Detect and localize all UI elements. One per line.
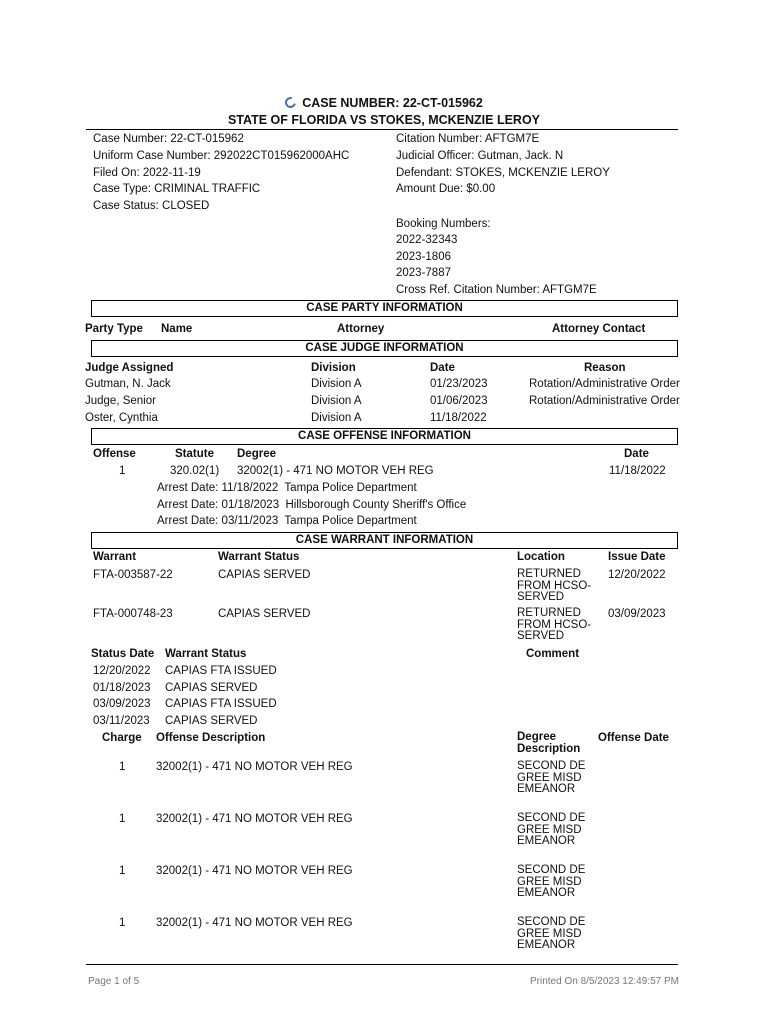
summary-judicial-officer: Judicial Officer: Gutman, Jack. N bbox=[396, 150, 564, 162]
charge-number: 1 bbox=[119, 761, 126, 773]
section-judge-information: CASE JUDGE INFORMATION bbox=[91, 340, 678, 357]
status-value: CAPIAS FTA ISSUED bbox=[165, 665, 277, 677]
charge-description: 32002(1) - 471 NO MOTOR VEH REG bbox=[156, 917, 353, 929]
charge-degree: SECOND DEGREE MISDEMEANOR bbox=[517, 760, 586, 795]
judge-header-assigned: Judge Assigned bbox=[85, 362, 174, 374]
status-header-date: Status Date bbox=[91, 648, 155, 660]
offense-number: 1 bbox=[119, 465, 126, 477]
header-rule bbox=[86, 129, 678, 130]
summary-case-status: Case Status: CLOSED bbox=[93, 200, 210, 212]
judge-header-division: Division bbox=[311, 362, 356, 374]
arrest-record: Arrest Date: 11/18/2022 Tampa Police Department bbox=[157, 482, 417, 494]
offense-date: 11/18/2022 bbox=[609, 465, 666, 477]
warrant-location: RETURNED FROM HCSO-SERVED bbox=[517, 568, 592, 603]
judge-date: 01/06/2023 bbox=[430, 395, 488, 407]
party-header-attorney: Attorney bbox=[337, 323, 385, 335]
judge-division: Division A bbox=[311, 395, 362, 407]
charge-degree: SECOND DEGREE MISDEMEANOR bbox=[517, 864, 586, 899]
summary-case-type: Case Type: CRIMINAL TRAFFIC bbox=[93, 183, 261, 195]
booking-number: 2022-32343 bbox=[396, 234, 458, 246]
judge-name: Oster, Cynthia bbox=[85, 412, 158, 424]
warrant-number: FTA-000748-23 bbox=[93, 608, 173, 620]
judge-name: Judge, Senior bbox=[85, 395, 156, 407]
warrant-status: CAPIAS SERVED bbox=[218, 569, 311, 581]
offense-header-date: Date bbox=[624, 448, 649, 460]
charge-degree: SECOND DEGREE MISDEMEANOR bbox=[517, 916, 586, 951]
warrant-location: RETURNED FROM HCSO-SERVED bbox=[517, 607, 592, 642]
section-offense-information: CASE OFFENSE INFORMATION bbox=[91, 428, 678, 445]
party-header-contact: Attorney Contact bbox=[552, 323, 646, 335]
summary-uniform-case-number: Uniform Case Number: 292022CT015962000AHC bbox=[93, 150, 350, 162]
charge-number: 1 bbox=[119, 865, 126, 877]
printed-on: Printed On 8/5/2023 12:49:57 PM bbox=[530, 976, 679, 987]
judge-header-reason: Reason bbox=[584, 362, 626, 374]
summary-defendant: Defendant: STOKES, MCKENZIE LEROY bbox=[396, 167, 610, 179]
status-date: 03/11/2023 bbox=[93, 715, 150, 727]
case-title: STATE OF FLORIDA VS STOKES, MCKENZIE LEROY bbox=[227, 113, 541, 127]
status-value: CAPIAS FTA ISSUED bbox=[165, 698, 277, 710]
charge-number: 1 bbox=[119, 917, 126, 929]
charge-description: 32002(1) - 471 NO MOTOR VEH REG bbox=[156, 761, 353, 773]
judge-date: 01/23/2023 bbox=[430, 378, 488, 390]
status-header-comment: Comment bbox=[526, 648, 580, 660]
charge-header-offense-date: Offense Date bbox=[598, 732, 669, 744]
status-date: 12/20/2022 bbox=[93, 665, 151, 677]
warrant-header-location: Location bbox=[517, 551, 565, 563]
judge-reason: Rotation/Administrative Order bbox=[529, 378, 680, 390]
status-value: CAPIAS SERVED bbox=[165, 682, 258, 694]
warrant-issue-date: 12/20/2022 bbox=[608, 569, 666, 581]
status-header-status: Warrant Status bbox=[165, 648, 247, 660]
judge-date: 11/18/2022 bbox=[430, 412, 487, 424]
charge-description: 32002(1) - 471 NO MOTOR VEH REG bbox=[156, 813, 353, 825]
cross-ref-citation: Cross Ref. Citation Number: AFTGM7E bbox=[396, 284, 597, 296]
judge-name: Gutman, N. Jack bbox=[85, 378, 171, 390]
warrant-status: CAPIAS SERVED bbox=[218, 608, 311, 620]
judge-reason: Rotation/Administrative Order bbox=[529, 395, 680, 407]
offense-header-degree: Degree bbox=[237, 448, 276, 460]
judge-division: Division A bbox=[311, 378, 362, 390]
status-value: CAPIAS SERVED bbox=[165, 715, 258, 727]
summary-filed-on: Filed On: 2022-11-19 bbox=[93, 167, 201, 179]
booking-label: Booking Numbers: bbox=[396, 218, 491, 230]
page-number: Page 1 of 5 bbox=[88, 976, 140, 987]
arrest-record: Arrest Date: 01/18/2023 Hillsborough County Sheriff's Office bbox=[157, 499, 467, 511]
offense-statute: 320.02(1) bbox=[170, 465, 220, 477]
summary-citation-number: Citation Number: AFTGM7E bbox=[396, 133, 540, 145]
charge-degree: SECOND DEGREE MISDEMEANOR bbox=[517, 812, 586, 847]
warrant-header-issue-date: Issue Date bbox=[608, 551, 666, 563]
status-date: 03/09/2023 bbox=[93, 698, 151, 710]
charge-header-charge: Charge bbox=[102, 732, 142, 744]
offense-header-statute: Statute bbox=[175, 448, 214, 460]
judge-division: Division A bbox=[311, 412, 362, 424]
warrant-header-status: Warrant Status bbox=[218, 551, 300, 563]
footer-rule bbox=[86, 964, 678, 965]
case-number-title bbox=[0, 96, 768, 110]
judge-header-date: Date bbox=[430, 362, 455, 374]
warrant-number: FTA-003587-22 bbox=[93, 569, 173, 581]
party-header-name: Name bbox=[161, 323, 193, 335]
warrant-header-warrant: Warrant bbox=[93, 551, 137, 563]
arrest-record: Arrest Date: 03/11/2023 Tampa Police Department bbox=[157, 515, 417, 527]
court-logo-icon bbox=[283, 95, 298, 110]
booking-number: 2023-7887 bbox=[396, 267, 451, 279]
charge-number: 1 bbox=[119, 813, 126, 825]
charge-header-degree-description: Degree Description bbox=[517, 731, 581, 755]
charge-description: 32002(1) - 471 NO MOTOR VEH REG bbox=[156, 865, 353, 877]
warrant-issue-date: 03/09/2023 bbox=[608, 608, 666, 620]
status-date: 01/18/2023 bbox=[93, 682, 151, 694]
summary-amount-due: Amount Due: $0.00 bbox=[396, 183, 496, 195]
booking-number: 2023-1806 bbox=[396, 251, 451, 263]
charge-header-description: Offense Description bbox=[156, 732, 266, 744]
section-party-information: CASE PARTY INFORMATION bbox=[91, 300, 678, 317]
party-header-type: Party Type bbox=[85, 323, 143, 335]
section-warrant-information: CASE WARRANT INFORMATION bbox=[91, 532, 678, 549]
offense-header-offense: Offense bbox=[93, 448, 136, 460]
offense-degree: 32002(1) - 471 NO MOTOR VEH REG bbox=[237, 465, 434, 477]
case-number-title-text: CASE NUMBER: 22-CT-015962 bbox=[302, 96, 483, 110]
summary-case-number: Case Number: 22-CT-015962 bbox=[93, 133, 244, 145]
